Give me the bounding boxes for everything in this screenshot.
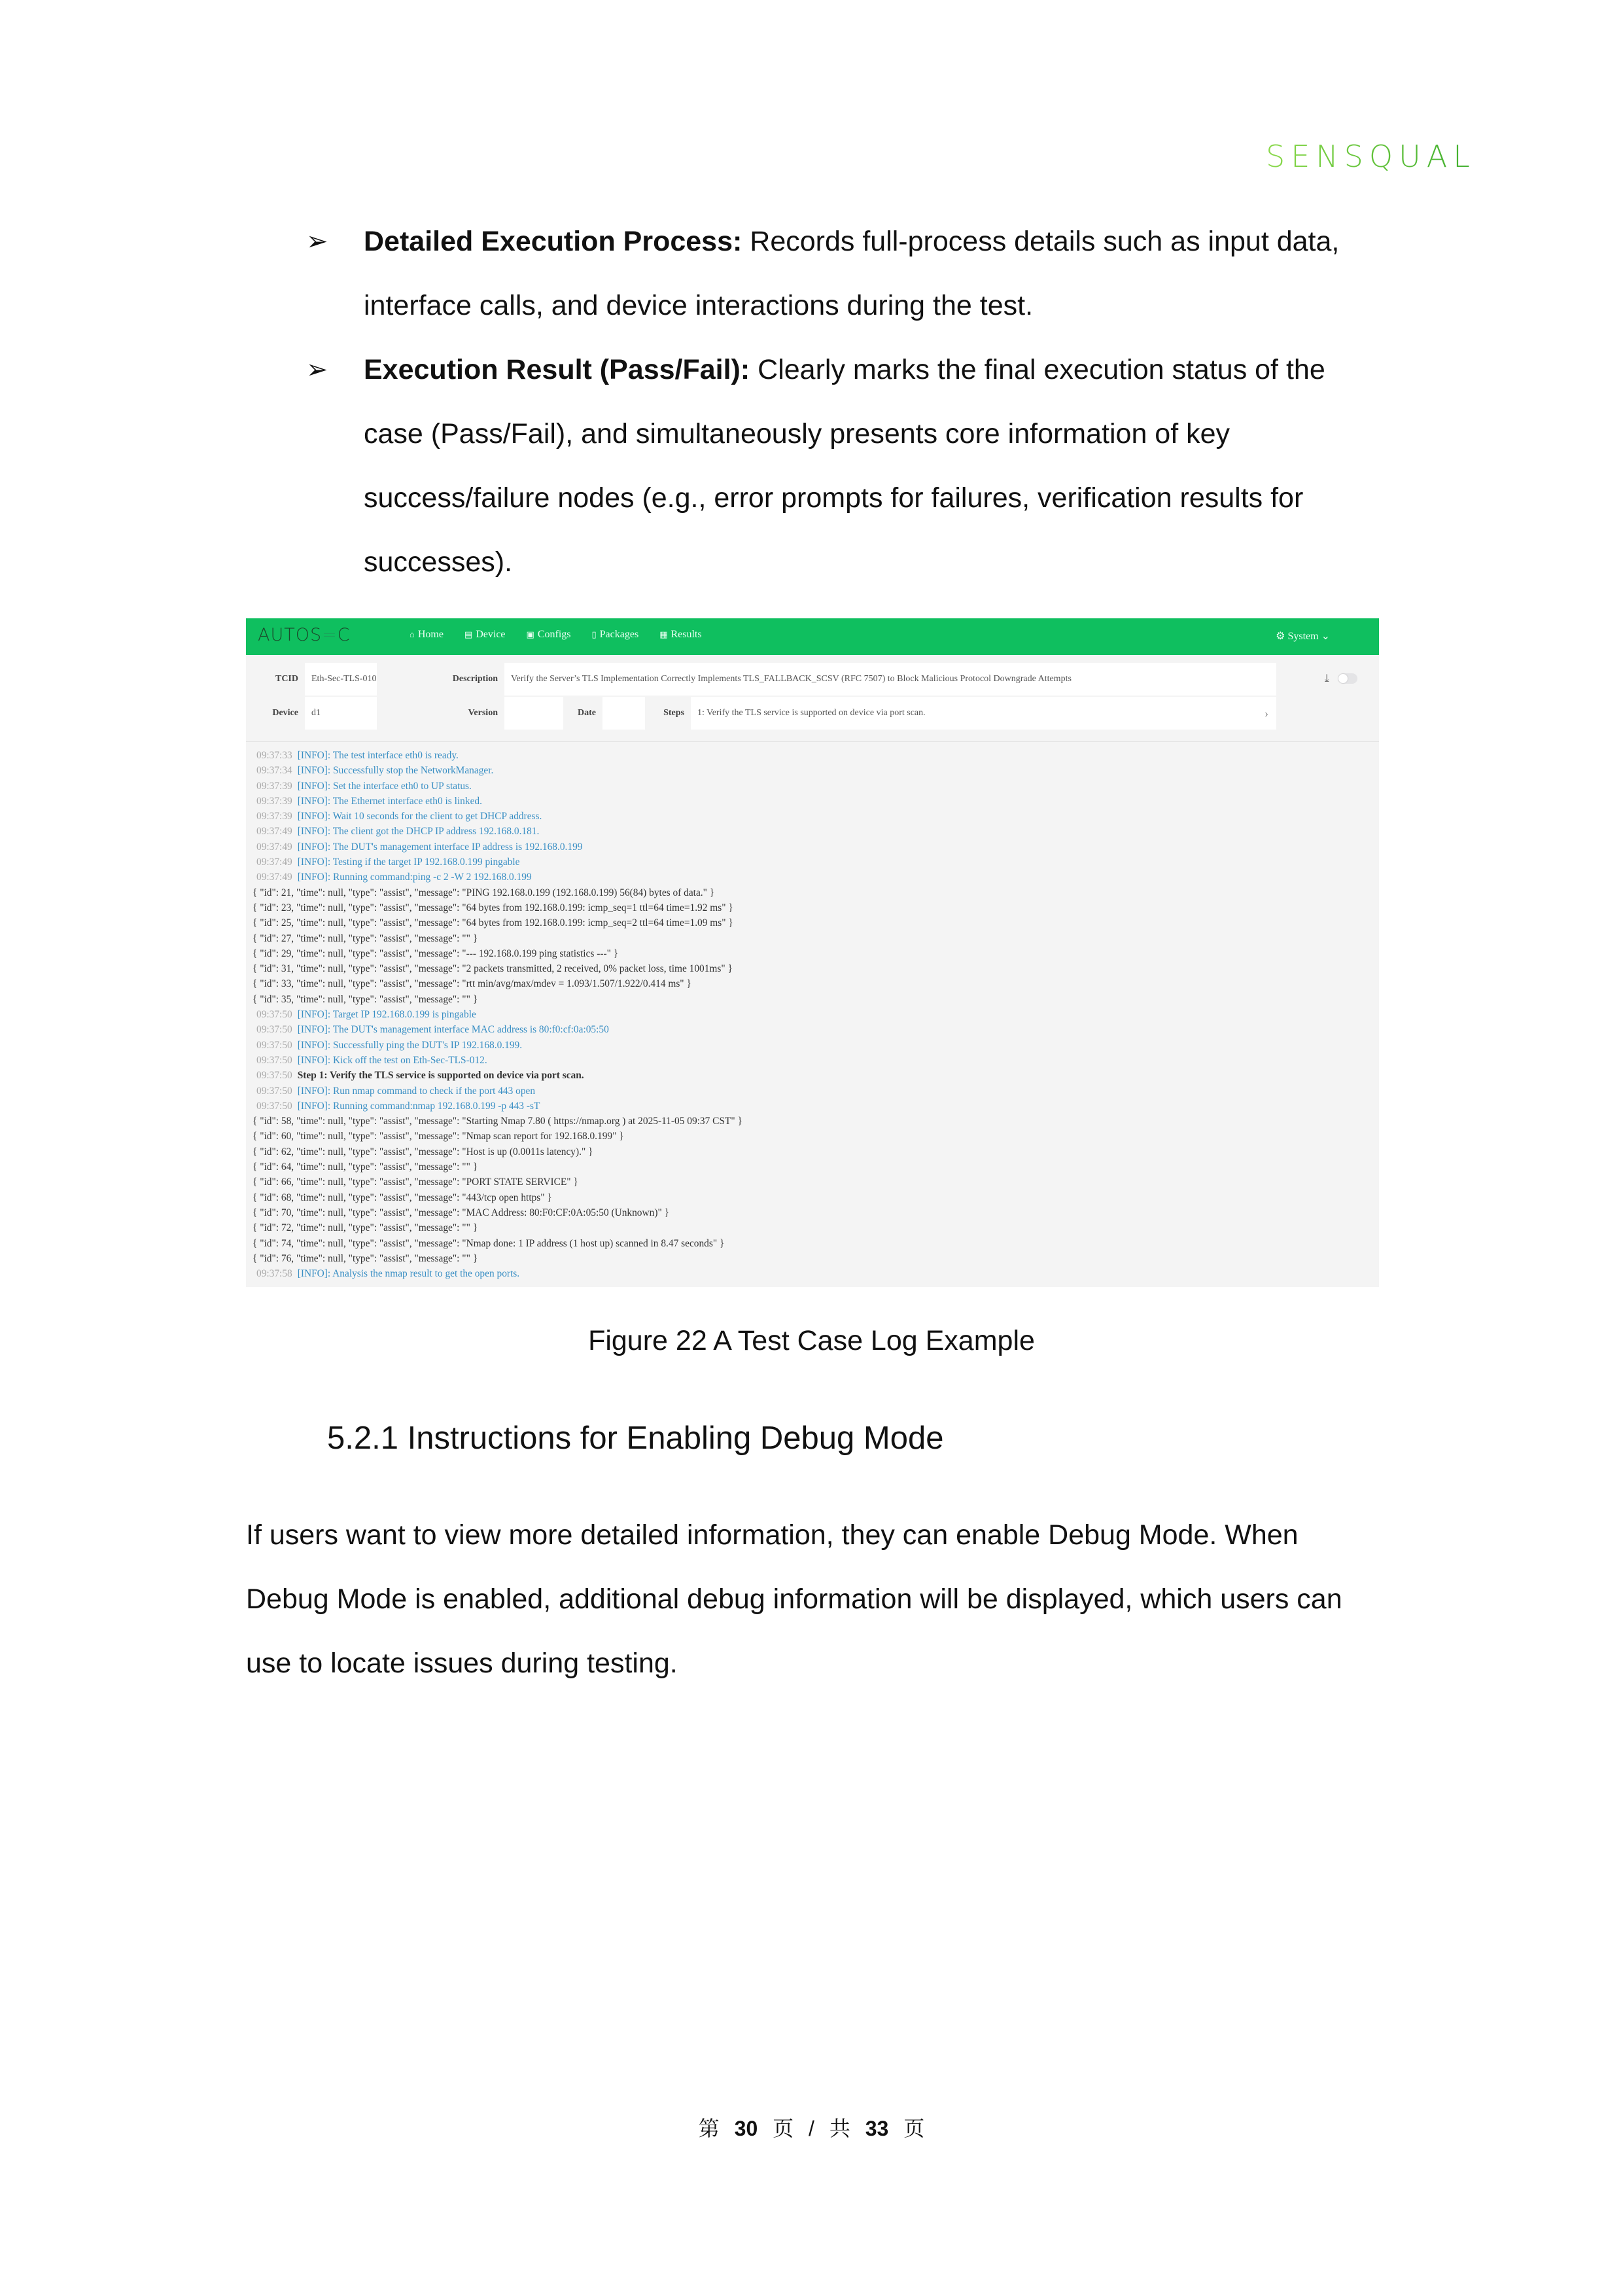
autosec-logo: AUTOS=C bbox=[258, 625, 351, 645]
log-timestamp: 09:37:49 bbox=[256, 826, 292, 838]
log-timestamp: 09:37:33 bbox=[256, 750, 292, 761]
log-line bbox=[253, 855, 1365, 870]
log-timestamp: 09:37:39 bbox=[256, 811, 292, 822]
nav-item-configs[interactable] bbox=[527, 629, 571, 641]
main-nav bbox=[410, 629, 702, 641]
system-menu[interactable] bbox=[1276, 629, 1330, 643]
log-message: [INFO]: Running command:nmap 192.168.0.199 -p 443 -sT bbox=[297, 1100, 540, 1112]
log-message: { "id": 25, "time": null, "type": "assist", "message": "64 bytes from 192.168.0.199: icmp_seq=2 ttl=64 time=1.09 ms" } bbox=[253, 917, 733, 929]
log-message: [INFO]: Running command:ping -c 2 -W 2 192.168.0.199 bbox=[297, 872, 532, 883]
log-output bbox=[253, 748, 1365, 1281]
nav-item-packages[interactable] bbox=[592, 629, 639, 641]
log-message: { "id": 29, "time": null, "type": "assist", "message": "--- 192.168.0.199 ping statistics ---" } bbox=[253, 947, 619, 959]
log-message: { "id": 31, "time": null, "type": "assist", "message": "2 packets transmitted, 2 received, 0% packet loss, time 1001ms" } bbox=[253, 963, 733, 975]
log-timestamp: 09:37:50 bbox=[256, 1054, 292, 1066]
log-line bbox=[253, 1220, 1365, 1235]
log-timestamp: 09:37:50 bbox=[256, 1009, 292, 1021]
log-line bbox=[253, 870, 1365, 885]
steps-value: 1: Verify the TLS service is supported on device via port scan. bbox=[697, 708, 926, 718]
figure-caption: Figure 22 A Test Case Log Example bbox=[588, 1325, 1035, 1356]
log-timestamp: 09:37:49 bbox=[256, 841, 292, 853]
log-timestamp: 09:37:49 bbox=[256, 872, 292, 883]
log-message: { "id": 68, "time": null, "type": "assist", "message": "443/tcp open https" } bbox=[253, 1192, 552, 1203]
total-pages: 33 bbox=[865, 2117, 889, 2140]
log-line bbox=[253, 839, 1365, 855]
log-message: { "id": 27, "time": null, "type": "assist", "message": "" } bbox=[253, 932, 478, 944]
log-message: { "id": 70, "time": null, "type": "assist", "message": "MAC Address: 80:F0:CF:0A:05:50 (Unknown)" } bbox=[253, 1207, 669, 1218]
divider bbox=[246, 741, 1379, 742]
version-value bbox=[504, 697, 563, 730]
date-label: Date bbox=[578, 708, 596, 718]
log-timestamp: 09:37:50 bbox=[256, 1039, 292, 1051]
nav-item-label: Packages bbox=[599, 629, 639, 640]
arrow-bullet-icon: ➢ bbox=[306, 355, 328, 384]
log-line bbox=[253, 1099, 1365, 1114]
log-message: { "id": 33, "time": null, "type": "assist", "message": "rtt min/avg/max/mdev = 1.093/1.507/1.922/0.414 ms" } bbox=[253, 978, 691, 990]
log-message: [INFO]: The Ethernet interface eth0 is linked. bbox=[297, 795, 482, 807]
log-timestamp: 09:37:58 bbox=[256, 1268, 292, 1280]
log-line bbox=[253, 1053, 1365, 1068]
log-line bbox=[253, 1129, 1365, 1144]
log-timestamp: 09:37:50 bbox=[256, 1100, 292, 1112]
description-label: Description bbox=[452, 674, 498, 684]
log-line bbox=[253, 1022, 1365, 1037]
log-timestamp: 09:37:34 bbox=[256, 765, 292, 777]
home-icon: ⌂ bbox=[410, 629, 415, 639]
log-timestamp: 09:37:39 bbox=[256, 795, 292, 807]
log-message: [INFO]: Successfully ping the DUT's IP 192.168.0.199. bbox=[297, 1039, 523, 1051]
test-case-log-screenshot bbox=[246, 618, 1379, 1287]
bullet-text: Records full-process details such as input data, interface calls, and device interactions during the test. bbox=[364, 226, 1340, 321]
log-message: { "id": 23, "time": null, "type": "assist", "message": "64 bytes from 192.168.0.199: icmp_seq=1 ttl=64 time=1.92 ms" } bbox=[253, 902, 733, 913]
log-message: { "id": 64, "time": null, "type": "assist", "message": "" } bbox=[253, 1161, 478, 1173]
log-message: { "id": 60, "time": null, "type": "assist", "message": "Nmap scan report for 192.168.0.199" } bbox=[253, 1131, 624, 1142]
description-value: Verify the Server’s TLS Implementation Correctly Implements TLS_FALLBACK_SCSV (RFC 7507) to Block Malicious Protocol Downgrade Attempts bbox=[504, 663, 1276, 696]
section-heading: 5.2.1 Instructions for Enabling Debug Mode bbox=[327, 1421, 944, 1456]
log-line bbox=[253, 946, 1365, 961]
log-message: Step 1: Verify the TLS service is supported on device via port scan. bbox=[297, 1070, 584, 1082]
bullet-detailed-execution-process bbox=[306, 209, 1379, 338]
log-timestamp: 09:37:50 bbox=[256, 1070, 292, 1082]
log-timestamp: 09:37:39 bbox=[256, 780, 292, 792]
log-line bbox=[253, 1190, 1365, 1205]
log-message: { "id": 58, "time": null, "type": "assist", "message": "Starting Nmap 7.80 ( https://nmap.org ) at 2025-11-05 09:37 CST" } bbox=[253, 1116, 742, 1127]
section-paragraph: If users want to view more detailed information, they can enable Debug Mode. When Debug Mode is enabled, additional debug information will be displayed, which users can use to locate issues during testing. bbox=[246, 1519, 1342, 1679]
configs-icon: ▣ bbox=[526, 629, 534, 639]
log-message: [INFO]: The DUT's management interface IP address is 192.168.0.199 bbox=[297, 841, 583, 853]
log-message: [INFO]: Analysis the nmap result to get the open ports. bbox=[297, 1268, 520, 1280]
nav-item-label: Configs bbox=[537, 629, 571, 640]
log-message: [INFO]: Set the interface eth0 to UP status. bbox=[297, 780, 472, 792]
version-label: Version bbox=[468, 708, 498, 718]
log-line bbox=[253, 992, 1365, 1007]
top-navbar bbox=[246, 618, 1379, 655]
arrow-bullet-icon: ➢ bbox=[306, 227, 328, 256]
nav-item-label: Device bbox=[476, 629, 506, 640]
nav-item-device[interactable] bbox=[464, 629, 506, 641]
log-line bbox=[253, 885, 1365, 900]
log-line bbox=[253, 1068, 1365, 1083]
packages-icon: ▯ bbox=[591, 629, 597, 639]
log-line bbox=[253, 1266, 1365, 1281]
results-icon: ▦ bbox=[659, 629, 668, 639]
log-line bbox=[253, 779, 1365, 794]
log-message: [INFO]: The client got the DHCP IP address 192.168.0.181. bbox=[297, 826, 540, 838]
bullet-title: Execution Result (Pass/Fail): bbox=[364, 354, 750, 385]
log-message: [INFO]: Run nmap command to check if the port 443 open bbox=[297, 1085, 536, 1097]
debug-mode-toggle[interactable] bbox=[1338, 673, 1357, 684]
log-message: [INFO]: The DUT's management interface MAC address is 80:f0:cf:0a:05:50 bbox=[297, 1024, 609, 1036]
device-icon: ▤ bbox=[464, 629, 473, 639]
bullet-list bbox=[306, 209, 1379, 594]
log-line bbox=[253, 1236, 1365, 1251]
bullet-text: Clearly marks the final execution status of the case (Pass/Fail), and simultaneously presents core information of key success/failure nodes (e.g., error prompts for failures, verification results for successes). bbox=[364, 354, 1325, 578]
log-line bbox=[253, 1038, 1365, 1053]
log-message: { "id": 74, "time": null, "type": "assist", "message": "Nmap done: 1 IP address (1 host up) scanned in 8.47 seconds" } bbox=[253, 1237, 725, 1249]
meta-row-1 bbox=[246, 663, 1276, 696]
log-message: { "id": 66, "time": null, "type": "assist", "message": "PORT STATE SERVICE" } bbox=[253, 1176, 578, 1188]
log-line bbox=[253, 900, 1365, 915]
nav-item-results[interactable] bbox=[659, 629, 701, 641]
meta-row-2 bbox=[246, 697, 1276, 730]
log-line bbox=[253, 915, 1365, 930]
log-line bbox=[253, 824, 1365, 839]
log-line bbox=[253, 1007, 1365, 1022]
log-line bbox=[253, 961, 1365, 976]
log-line bbox=[253, 1159, 1365, 1174]
steps-label: Steps bbox=[663, 708, 684, 718]
footer-prefix: 第 bbox=[698, 2117, 720, 2140]
log-timestamp: 09:37:50 bbox=[256, 1085, 292, 1097]
tcid-value: Eth-Sec-TLS-010 bbox=[305, 663, 377, 696]
log-message: [INFO]: Testing if the target IP 192.168.0.199 pingable bbox=[297, 857, 520, 868]
log-line bbox=[253, 931, 1365, 946]
log-line bbox=[253, 1251, 1365, 1266]
log-line bbox=[253, 1084, 1365, 1099]
nav-item-home[interactable] bbox=[410, 629, 444, 641]
page-footer bbox=[0, 2112, 1623, 2142]
log-message: { "id": 72, "time": null, "type": "assist", "message": "" } bbox=[253, 1222, 478, 1234]
log-line bbox=[253, 1205, 1365, 1220]
footer-suffix: 页 bbox=[903, 2117, 925, 2140]
tcid-label: TCID bbox=[275, 674, 298, 684]
log-message: [INFO]: Kick off the test on Eth-Sec-TLS-012. bbox=[297, 1054, 487, 1066]
log-line bbox=[253, 1174, 1365, 1190]
log-line bbox=[253, 809, 1365, 824]
bullet-execution-result bbox=[306, 338, 1379, 594]
download-icon[interactable]: ⤓ bbox=[1322, 673, 1331, 684]
log-timestamp: 09:37:50 bbox=[256, 1024, 292, 1036]
footer-mid: 页 / 共 bbox=[773, 2117, 850, 2140]
log-message: { "id": 76, "time": null, "type": "assist", "message": "" } bbox=[253, 1252, 478, 1264]
log-line bbox=[253, 748, 1365, 763]
log-line bbox=[253, 763, 1365, 778]
chevron-down-icon: ⌄ bbox=[1321, 631, 1330, 642]
log-message: [INFO]: Target IP 192.168.0.199 is pingable bbox=[297, 1009, 476, 1021]
nav-item-label: Home bbox=[417, 629, 444, 640]
sensqual-logo: SENSQUAL bbox=[1266, 139, 1476, 174]
log-message: { "id": 62, "time": null, "type": "assist", "message": "Host is up (0.0011s latency)." } bbox=[253, 1146, 593, 1157]
log-actions bbox=[1323, 672, 1357, 685]
chevron-right-icon: › bbox=[1265, 706, 1268, 720]
log-line bbox=[253, 976, 1365, 991]
log-message: { "id": 21, "time": null, "type": "assist", "message": "PING 192.168.0.199 (192.168.0.199) 56(84) bytes of data." } bbox=[253, 887, 715, 898]
current-page: 30 bbox=[734, 2117, 758, 2140]
log-message: { "id": 35, "time": null, "type": "assist", "message": "" } bbox=[253, 993, 478, 1005]
log-line bbox=[253, 794, 1365, 809]
log-timestamp: 09:37:49 bbox=[256, 857, 292, 868]
device-value: d1 bbox=[305, 697, 377, 730]
date-value bbox=[602, 697, 645, 730]
nav-item-label: Results bbox=[671, 629, 702, 640]
log-line bbox=[253, 1144, 1365, 1159]
log-message: [INFO]: The test interface eth0 is ready. bbox=[297, 750, 459, 761]
log-line bbox=[253, 1114, 1365, 1129]
gear-icon: ⚙ bbox=[1276, 631, 1285, 642]
device-label: Device bbox=[272, 708, 298, 718]
steps-dropdown[interactable] bbox=[691, 697, 1276, 730]
test-case-meta bbox=[246, 663, 1276, 730]
log-message: [INFO]: Wait 10 seconds for the client to get DHCP address. bbox=[297, 811, 542, 822]
log-message: [INFO]: Successfully stop the NetworkManager. bbox=[297, 765, 494, 777]
bullet-title: Detailed Execution Process: bbox=[364, 226, 742, 257]
system-menu-label: System bbox=[1287, 631, 1319, 642]
